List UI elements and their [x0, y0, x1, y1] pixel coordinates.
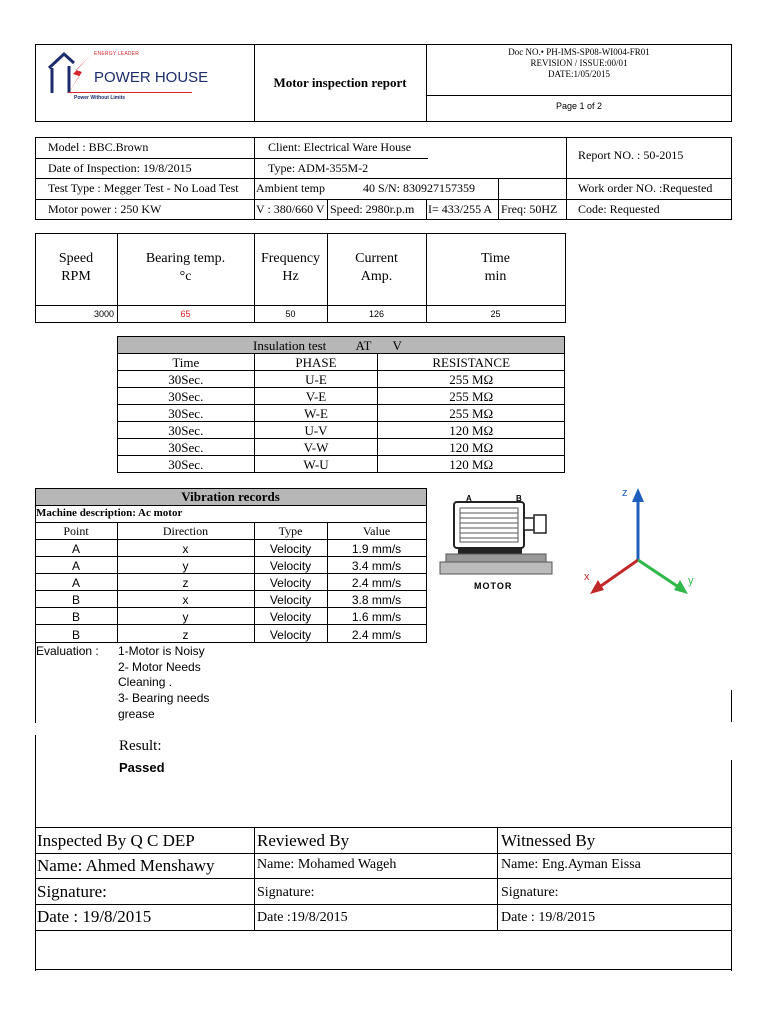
time-cell: 30Sec.	[118, 456, 255, 473]
table-row	[118, 371, 565, 388]
evaluation-label: Evaluation :	[36, 644, 99, 658]
work-order: Work order NO. :Requested	[578, 181, 713, 195]
speed-value: 3000	[93, 309, 114, 319]
phase-cell: V-E	[254, 388, 378, 405]
evaluation-line: 1-Motor is Noisy	[118, 644, 205, 658]
direction-cell: x	[182, 542, 189, 556]
resistance-cell: 120 MΩ	[378, 439, 565, 456]
speed-header: Speed	[58, 251, 94, 266]
revision: REVISION / ISSUE:00/01	[530, 58, 628, 68]
col-resistance: RESISTANCE	[378, 354, 565, 371]
code: Code: Requested	[578, 202, 660, 216]
logo-tagline: ENERGY LEADER	[94, 51, 140, 57]
resistance-cell: 255 MΩ	[378, 405, 565, 422]
doc-date: DATE:1/05/2015	[548, 69, 610, 79]
current-value: 126	[368, 309, 385, 319]
reviewer-date: Date :19/8/2015	[257, 910, 348, 925]
client: Client: Electrical Ware House	[268, 140, 412, 154]
motor-type: Type: ADM-355M-2	[268, 161, 369, 175]
axis-z-label: z	[622, 487, 628, 499]
time-cell: 30Sec.	[118, 439, 255, 456]
point-cell: B	[71, 593, 80, 607]
resistance-cell: 120 MΩ	[378, 456, 565, 473]
value-cell: 3.8 mm/s	[351, 593, 402, 607]
direction-cell: z	[182, 628, 189, 642]
point-cell: A	[71, 559, 80, 573]
type-cell: Velocity	[269, 628, 312, 642]
phase-cell: U-E	[254, 371, 378, 388]
resistance-cell: 120 MΩ	[378, 422, 565, 439]
report-number: Report NO. : 50-2015	[578, 148, 684, 162]
phase-cell: W-E	[254, 405, 378, 422]
table-row	[118, 456, 565, 473]
inspected-by: Inspected By Q C DEP	[37, 831, 195, 850]
time-cell: 30Sec.	[118, 405, 255, 422]
motor-power: Motor power : 250 KW	[48, 202, 162, 216]
model: Model : BBC.Brown	[48, 140, 149, 154]
point-cell: B	[71, 610, 80, 624]
axes-icon	[578, 484, 698, 604]
direction-cell: y	[182, 559, 189, 573]
inspector-signature: Signature:	[37, 882, 107, 901]
type-cell: Velocity	[269, 542, 312, 556]
witness-date: Date : 19/8/2015	[501, 910, 596, 925]
logo-slogan: Power Without Limits	[74, 95, 126, 101]
axis-x-label: x	[584, 571, 590, 583]
col-point: Point	[63, 524, 89, 538]
insulation-at: AT	[355, 337, 372, 353]
type-cell: Velocity	[269, 593, 312, 607]
page-number: Page 1 of 2	[555, 101, 603, 111]
insulation-title: Insulation test	[253, 337, 327, 353]
current-unit: Amp.	[360, 269, 393, 284]
report-title: Motor inspection report	[273, 75, 407, 90]
resistance-cell: 255 MΩ	[378, 388, 565, 405]
current: I= 433/255 A	[428, 202, 493, 216]
result-label: Result:	[119, 738, 162, 754]
table-row	[118, 439, 565, 456]
current-header: Current	[355, 251, 398, 266]
frequency-header: Frequency	[260, 251, 321, 266]
motor-icon	[436, 494, 556, 594]
witnessed-by: Witnessed By	[501, 831, 596, 850]
resistance-cell: 255 MΩ	[378, 371, 565, 388]
bearing-temp-value: 65	[180, 309, 191, 319]
evaluation-line: Cleaning .	[118, 675, 173, 689]
col-time: Time	[118, 354, 255, 371]
witness-name: Name: Eng.Ayman Eissa	[501, 857, 641, 872]
point-cell: B	[71, 628, 80, 642]
evaluation-line: grease	[118, 707, 155, 721]
insulation-v: V	[392, 337, 402, 353]
value-cell: 3.4 mm/s	[351, 559, 402, 573]
speed-unit: RPM	[61, 269, 91, 284]
reviewed-by: Reviewed By	[257, 831, 350, 850]
reviewer-name: Name: Mohamed Wageh	[257, 857, 397, 872]
axes-diagram	[578, 484, 698, 604]
frequency-value: 50	[285, 309, 296, 319]
logo-name: POWER HOUSE	[94, 69, 209, 86]
voltage: V : 380/660 V	[256, 202, 325, 216]
bearing-temp-unit: °c	[179, 269, 192, 284]
bearing-temp-header: Bearing temp.	[145, 251, 226, 266]
type-cell: Velocity	[269, 576, 312, 590]
ambient-serial: 40 S/N: 830927157359	[363, 181, 476, 195]
inspection-date: Date of Inspection: 19/8/2015	[48, 161, 192, 175]
time-cell: 30Sec.	[118, 422, 255, 439]
point-cell: A	[71, 542, 80, 556]
logo-mark-icon	[46, 48, 92, 96]
ambient-temp: Ambient temp	[256, 181, 325, 195]
type-cell: Velocity	[269, 610, 312, 624]
phase-cell: W-U	[254, 456, 378, 473]
type-cell: Velocity	[269, 559, 312, 573]
reviewer-signature: Signature:	[257, 885, 315, 900]
col-value: Value	[362, 524, 391, 538]
motor-label: MOTOR	[474, 581, 513, 591]
value-cell: 2.4 mm/s	[351, 576, 402, 590]
speed: Speed: 2980r.p.m	[330, 202, 415, 216]
time-value: 25	[490, 309, 501, 319]
frequency: Freq: 50HZ	[501, 202, 558, 216]
evaluation-line: 3- Bearing needs	[118, 691, 210, 705]
vibration-title: Vibration records	[181, 489, 280, 504]
test-type: Test Type : Megger Test - No Load Test	[48, 181, 239, 195]
table-row	[118, 388, 565, 405]
motor-diagram	[436, 494, 556, 594]
direction-cell: y	[182, 610, 189, 624]
insulation-table	[117, 336, 565, 473]
phase-cell: U-V	[254, 422, 378, 439]
point-cell: A	[71, 576, 80, 590]
time-cell: 30Sec.	[118, 388, 255, 405]
col-direction: Direction	[162, 524, 209, 538]
frequency-unit: Hz	[282, 269, 299, 284]
result-value: Passed	[119, 760, 165, 775]
doc-number: Doc NO.• PH-IMS-SP08-WI004-FR01	[508, 47, 650, 57]
direction-cell: z	[182, 576, 189, 590]
inspector-date: Date : 19/8/2015	[37, 907, 152, 926]
company-logo	[44, 48, 244, 108]
motor-label-b: B	[516, 494, 522, 503]
col-type: Type	[278, 524, 303, 538]
inspector-name: Name: Ahmed Menshawy	[37, 856, 215, 875]
value-cell: 1.6 mm/s	[351, 610, 402, 624]
evaluation-line: 2- Motor Needs	[118, 660, 201, 674]
machine-description: Machine description: Ac motor	[36, 507, 183, 519]
value-cell: 2.4 mm/s	[351, 628, 402, 642]
col-phase: PHASE	[254, 354, 378, 371]
time-cell: 30Sec.	[118, 371, 255, 388]
table-row	[118, 422, 565, 439]
time-header: Time	[480, 251, 511, 266]
time-unit: min	[484, 269, 507, 284]
witness-signature: Signature:	[501, 885, 559, 900]
motor-label-a: A	[466, 494, 472, 503]
value-cell: 1.9 mm/s	[351, 542, 402, 556]
direction-cell: x	[182, 593, 189, 607]
axis-y-label: y	[688, 575, 694, 587]
phase-cell: V-W	[254, 439, 378, 456]
table-row	[118, 405, 565, 422]
